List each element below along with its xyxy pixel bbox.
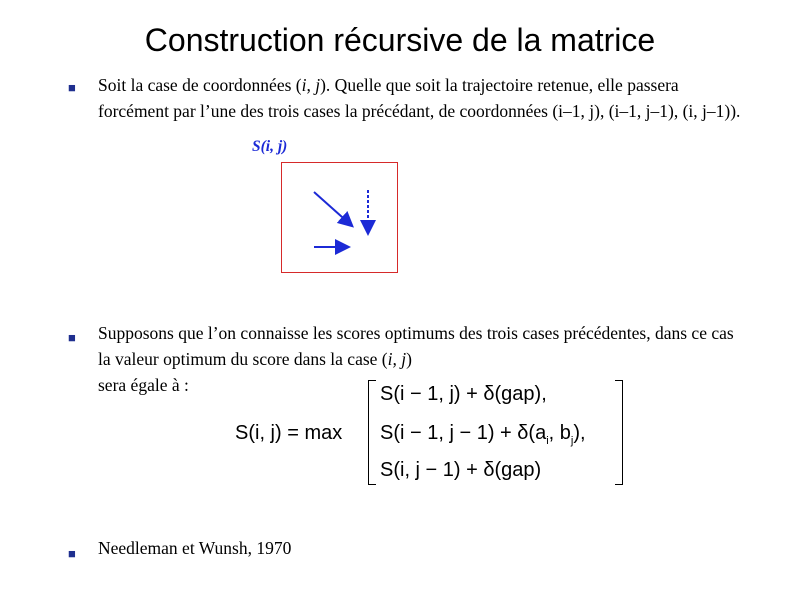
bullet1-suffix: ).	[730, 101, 741, 121]
formula-lhs: S(i, j) = max	[235, 422, 343, 444]
formula-line-2	[380, 422, 586, 447]
slide-title: Construction récursive de la matrice	[144, 22, 656, 58]
formula-line2-a: S(i − 1, j − 1) + δ(a	[380, 422, 547, 444]
bullet2-line3: sera égale à :	[98, 375, 189, 395]
bullet1-mid: ). Quelle que soit la trajectoire retenue, elle passera forcément par l’une des trois cases la précédant, de coordonnées (	[98, 75, 679, 121]
formula-sub-j: j	[570, 435, 574, 447]
bullet1-j: j	[315, 75, 321, 95]
formula-line-1: S(i − 1, j) + δ(gap),	[380, 383, 547, 405]
bullet-text-1	[98, 72, 748, 124]
diagonal-arrow	[314, 192, 351, 225]
bullet1-sep: ,	[306, 75, 316, 95]
formula-left-bracket	[368, 380, 376, 485]
formula-line2-c: ),	[573, 422, 586, 444]
bullet2-coord: i, j	[387, 349, 407, 369]
formula-sub-i: i	[546, 435, 549, 447]
bullet-marker: ■	[68, 330, 76, 345]
bullet1-coords: i–1, j), (i–1, j–1), (i, j–1)	[558, 101, 731, 121]
bullet2-text-end: )	[406, 349, 412, 369]
cell-label-overlay: S(i, j)	[252, 138, 288, 155]
bullet1-prefix: Soit la case de coordonnées (	[98, 75, 302, 95]
bullet-marker: ■	[68, 80, 76, 95]
bullet-text-3: Needleman et Wunsh, 1970	[98, 538, 292, 558]
recurrence-formula	[230, 375, 650, 490]
formula-line-3: S(i, j − 1) + δ(gap)	[380, 459, 542, 481]
bullet2-text: Supposons que l’on connaisse les scores optimums des trois cases précédentes, dans ce cas la valeur optimum du score dans la case (	[98, 323, 734, 369]
bullet-marker: ■	[68, 546, 76, 561]
formula-line2-b: , b	[548, 422, 571, 444]
bullet1-i: i	[301, 75, 307, 95]
formula-right-bracket	[615, 380, 623, 485]
predecessor-arrows	[281, 162, 411, 282]
